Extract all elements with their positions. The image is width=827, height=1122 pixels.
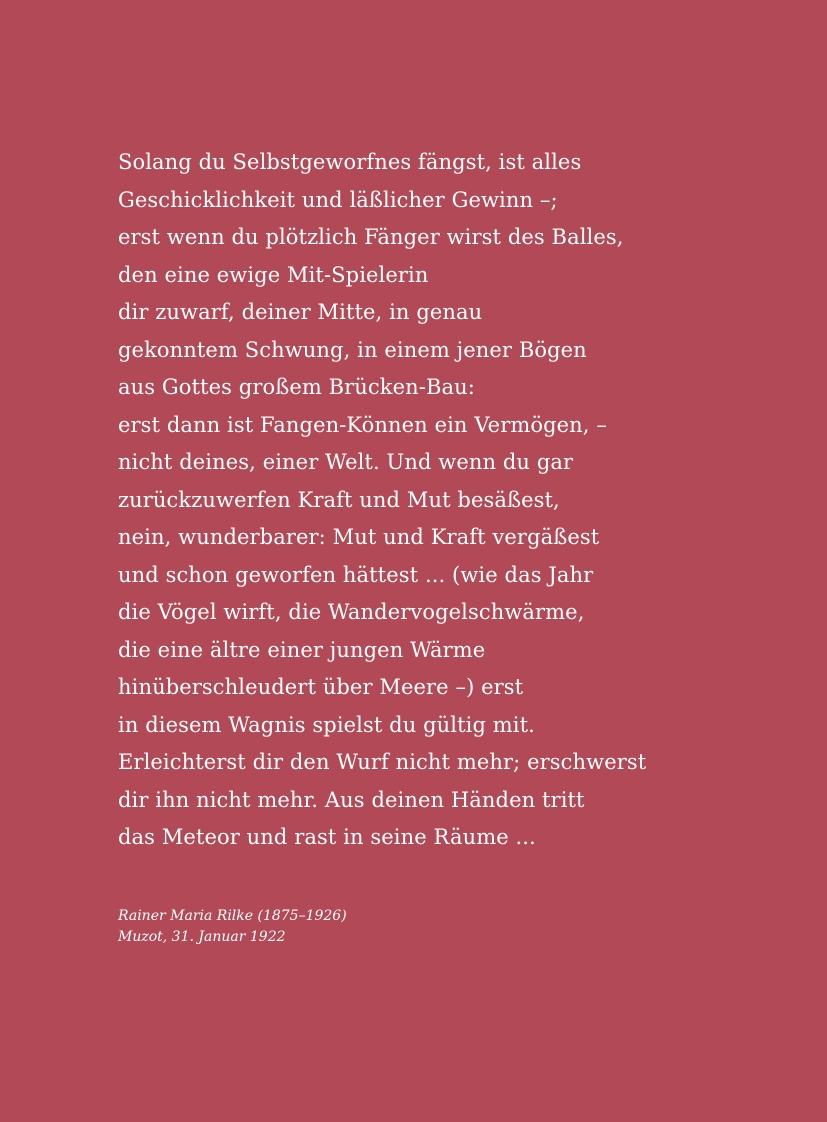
poem-line: dir ihn nicht mehr. Aus deinen Händen tritt xyxy=(118,787,585,812)
poem-line: hinüberschleudert über Meere –) erst xyxy=(118,675,524,699)
poem-line: dir zuwarf, deiner Mitte, in genau xyxy=(118,300,483,324)
poem-line: zurückzuwerfen Kraft und Mut besäßest, xyxy=(118,487,560,512)
poem-line: erst wenn du plötzlich Fänger wirst des Balles, xyxy=(118,225,624,249)
poem-line: Erleichterst dir den Wurf nicht mehr; erschwerst xyxy=(118,750,647,774)
poem-line: aus Gottes großem Brücken-Bau: xyxy=(118,375,475,399)
poem-line: das Meteor und rast in seine Räume ... xyxy=(118,825,536,849)
poem-line: erst dann ist Fangen-Können ein Vermögen, – xyxy=(118,412,607,437)
poem-line: in diesem Wagnis spielst du gültig mit. xyxy=(118,712,535,737)
poem-line: und schon geworfen hättest ... (wie das Jahr xyxy=(118,562,594,587)
author-credit: Rainer Maria Rilke (1875–1926) xyxy=(118,908,347,924)
poem-line: den eine ewige Mit-Spielerin xyxy=(118,262,429,287)
poem-line: gekonntem Schwung, in einem jener Bögen xyxy=(118,337,587,362)
poem-line: nicht deines, einer Welt. Und wenn du gar xyxy=(118,450,574,474)
poem-line: Solang du Selbstgeworfnes fängst, ist alles xyxy=(118,150,582,174)
poem-line: die eine ältre einer jungen Wärme xyxy=(118,637,486,662)
poem-line: die Vögel wirft, die Wandervogelschwärme, xyxy=(118,600,585,624)
place-date: Muzot, 31. Januar 1922 xyxy=(118,929,286,945)
attribution xyxy=(118,906,347,948)
poem xyxy=(118,144,798,857)
poem-line: nein, wunderbarer: Mut und Kraft vergäßest xyxy=(118,525,600,549)
poem-line: Geschicklichkeit und läßlicher Gewinn –; xyxy=(118,187,558,212)
